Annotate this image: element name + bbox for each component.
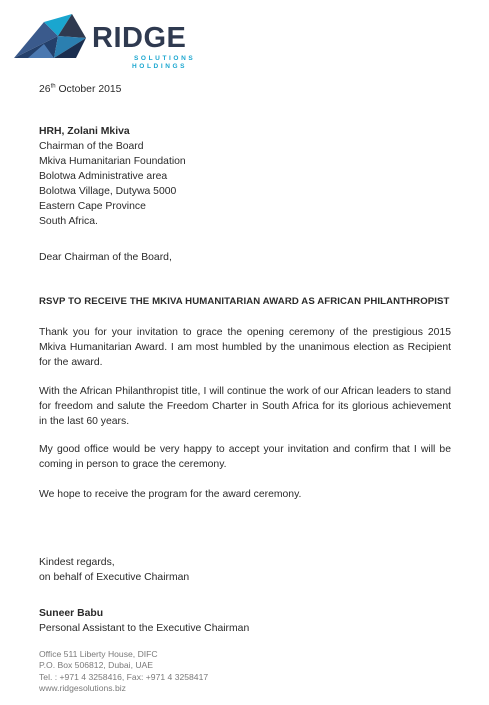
footer-website-link[interactable]: www.ridgesolutions.biz bbox=[39, 683, 126, 694]
address-line: Eastern Cape Province bbox=[39, 201, 146, 212]
signatory bbox=[39, 606, 249, 636]
body-paragraph: My good office would be very happy to accept your invitation and confirm that I will be coming in person to grace the ceremony. bbox=[39, 444, 451, 470]
address-line: Mkiva Humanitarian Foundation bbox=[39, 156, 186, 167]
closing-line: Kindest regards, bbox=[39, 557, 115, 568]
signatory-title: Personal Assistant to the Executive Chairman bbox=[39, 623, 250, 634]
letter-footer bbox=[39, 649, 208, 695]
address-line: Chairman of the Board bbox=[39, 141, 144, 152]
salutation: Dear Chairman of the Board, bbox=[39, 252, 172, 263]
brand-wordmark: RIDGE bbox=[92, 22, 187, 54]
body-paragraph: Thank you for your invitation to grace the opening ceremony of the prestigious 2015 Mkiva Humanitarian Award. I am most humbled by the unanimous election as Recipient for the award. bbox=[39, 327, 451, 368]
subject-line: RSVP TO RECEIVE THE MKIVA HUMANITARIAN AWARD AS AFRICAN PHILANTHROPIST bbox=[39, 296, 450, 307]
brand-subline-solutions: SOLUTIONS bbox=[134, 55, 196, 62]
mountain-logo-icon bbox=[14, 14, 100, 60]
address-line: South Africa. bbox=[39, 216, 98, 227]
address-line: Bolotwa Village, Dutywa 5000 bbox=[39, 186, 177, 197]
signatory-name: Suneer Babu bbox=[39, 608, 104, 619]
footer-line: Tel. : +971 4 3258416, Fax: +971 4 3258417 bbox=[39, 671, 209, 682]
body-paragraph: With the African Philanthropist title, I will continue the work of our African leaders to stand for freedom and salute the Freedom Charter in South Africa for its glorious achievement in the last 60 years. bbox=[39, 386, 451, 427]
closing bbox=[39, 555, 189, 585]
recipient-name: HRH, Zolani Mkiva bbox=[39, 126, 130, 137]
brand-subline-holdings: HOLDINGS bbox=[132, 63, 188, 70]
address-line: Bolotwa Administrative area bbox=[39, 171, 168, 182]
letter-date: 26th October 2015 bbox=[39, 83, 122, 95]
company-logo bbox=[14, 12, 196, 70]
footer-line: Office 511 Liberty House, DIFC bbox=[39, 649, 158, 659]
body-paragraph: We hope to receive the program for the award ceremony. bbox=[39, 489, 302, 500]
closing-line: on behalf of Executive Chairman bbox=[39, 572, 190, 583]
footer-line: P.O. Box 506812, Dubai, UAE bbox=[39, 660, 154, 671]
recipient-address bbox=[39, 124, 186, 229]
